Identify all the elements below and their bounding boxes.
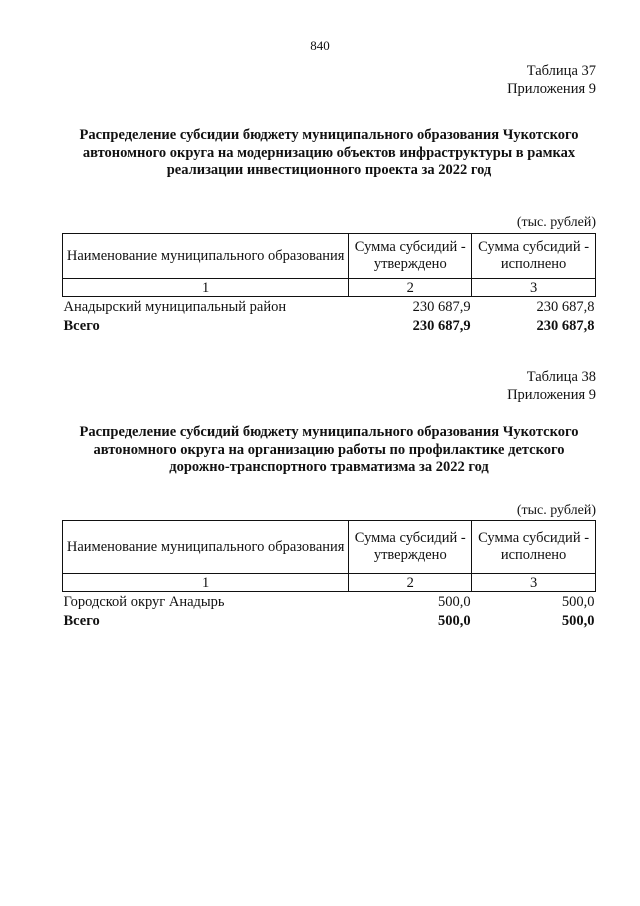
column-number: 1 [63,574,349,592]
column-header-approved: Сумма субсидий - утверждено [349,521,472,574]
amount-approved: 500,0 [438,593,471,610]
table-title [60,424,598,477]
amount-executed: 500,0 [561,593,595,610]
subsidy-table [62,520,596,630]
column-number: 1 [63,279,349,297]
table-number: Таблица 38 [526,369,596,385]
column-number: 2 [349,279,472,297]
subsidy-table [62,233,596,335]
total-label: Всего [63,317,100,334]
units-label: (тыс. рублей) [516,503,596,518]
municipality-name: Анадырский муниципальный район [63,298,287,315]
column-header-name: Наименование муниципального образования [63,234,349,279]
column-number-row [63,574,596,592]
table-number: Таблица 37 [526,63,596,79]
total-executed: 230 687,8 [536,317,595,334]
total-row [63,316,596,335]
title-line: дорожно-транспортного травматизма за 2022 год [169,459,489,475]
page-number: 840 [310,38,330,53]
column-number: 3 [472,279,596,297]
title-line: реализации инвестиционного проекта за 2022 год [166,162,492,178]
table-row [63,592,596,612]
column-number: 2 [349,574,472,592]
title-line: Распределение субсидии бюджету муниципального образования Чукотского [79,127,579,143]
amount-approved: 230 687,9 [412,298,471,315]
table-reference [507,368,596,404]
appendix-reference: Приложения 9 [507,81,596,97]
table-reference [507,62,596,98]
units-label: (тыс. рублей) [516,215,596,230]
table-title [60,127,598,180]
title-line: Распределение субсидий бюджету муниципального образования Чукотского [79,424,579,440]
column-header-executed: Сумма субсидий - исполнено [472,234,596,279]
appendix-reference: Приложения 9 [507,387,596,403]
amount-executed: 230 687,8 [536,298,595,315]
column-header-approved: Сумма субсидий - утверждено [349,234,472,279]
municipality-name: Городской округ Анадырь [63,593,225,610]
column-header-executed: Сумма субсидий - исполнено [472,521,596,574]
table-row [63,297,596,317]
header-row [63,521,596,574]
column-header-name: Наименование муниципального образования [63,521,349,574]
column-number-row [63,279,596,297]
total-approved: 230 687,9 [412,317,471,334]
total-label: Всего [63,612,100,629]
title-line: автономного округа на организацию работы по профилактике детского [93,441,565,458]
header-row [63,234,596,279]
total-row [63,611,596,630]
title-line: автономного округа на модернизацию объектов инфраструктуры в рамках [82,144,576,161]
total-executed: 500,0 [561,612,595,629]
total-approved: 500,0 [438,612,471,629]
column-number: 3 [472,574,596,592]
